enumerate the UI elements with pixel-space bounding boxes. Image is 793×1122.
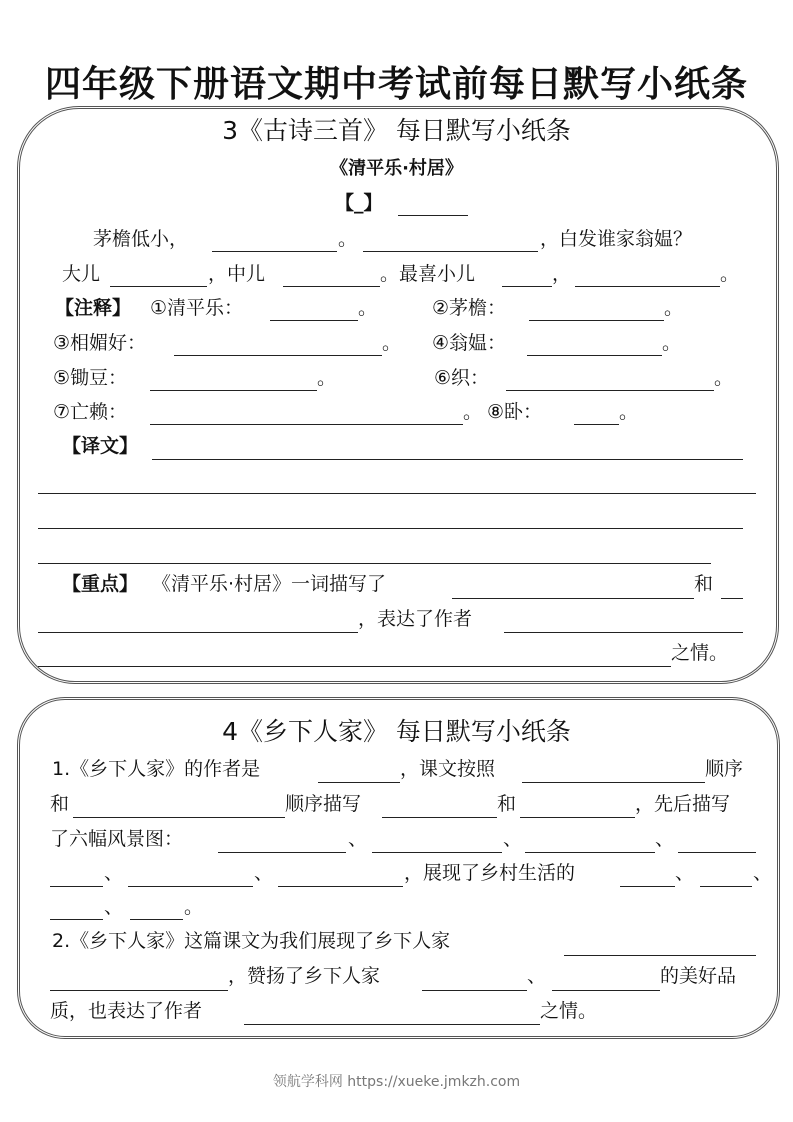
q2-blank[interactable] (50, 990, 228, 991)
lesson4-title: 4《乡下人家》 每日默写小纸条 (222, 717, 571, 746)
poem-blank[interactable] (575, 286, 720, 287)
poem-line2-b: ，中儿 (208, 263, 266, 285)
note-blank[interactable] (174, 355, 382, 356)
note-blank[interactable] (527, 355, 662, 356)
punct: 。 (317, 367, 337, 389)
translation-line[interactable] (38, 563, 711, 564)
sep: 、 (655, 828, 675, 850)
author-blank[interactable] (398, 215, 468, 216)
q1-blank[interactable] (318, 782, 400, 783)
punct: 。 (338, 228, 358, 250)
note-blank[interactable] (506, 390, 714, 391)
scene-blank[interactable] (50, 886, 103, 887)
scene-blank[interactable] (278, 886, 403, 887)
punct: 。 (664, 297, 684, 319)
scene-blank[interactable] (678, 852, 756, 853)
note-blank[interactable] (574, 424, 619, 425)
punct: 。 (358, 297, 378, 319)
q2-blank[interactable] (552, 990, 660, 991)
q1-blank[interactable] (382, 817, 497, 818)
q1-blank[interactable] (522, 782, 705, 783)
sep: 、 (503, 828, 523, 850)
q2-e: 之情。 (540, 1000, 598, 1022)
footer-watermark: 领航学科网 https://xueke.jmkzh.com (272, 1074, 521, 1090)
key-text-d: 之情。 (671, 642, 729, 664)
key-label: 【重点】 (62, 573, 139, 595)
q1-h: 了六幅风景图： (50, 828, 184, 850)
life-blank[interactable] (700, 886, 752, 887)
q2-c: 的美好品 (660, 965, 737, 987)
punct: 。 (382, 332, 402, 354)
punct: 。 (619, 401, 639, 423)
q2-b: ，赞扬了乡下人家 (228, 965, 381, 987)
note-blank[interactable] (270, 320, 358, 321)
note8: ⑧卧： (487, 401, 543, 423)
note7: ⑦亡赖： (53, 401, 128, 423)
sep: 、 (527, 965, 547, 987)
notes-label: 【注释】 (55, 297, 132, 319)
poem-blank[interactable] (502, 286, 552, 287)
sep: 、 (348, 828, 368, 850)
punct: 。 (714, 367, 734, 389)
key-text-c: ，表达了作者 (358, 608, 473, 630)
key-blank[interactable] (38, 632, 358, 633)
poem-blank[interactable] (363, 251, 538, 252)
poem-line2-a: 大儿 (62, 263, 101, 285)
punct: ， (552, 263, 572, 285)
life-blank[interactable] (130, 919, 183, 920)
q1-i: ，展现了乡村生活的 (404, 862, 576, 884)
note-blank[interactable] (150, 424, 463, 425)
q2-d: 质，也表达了作者 (50, 1000, 203, 1022)
translation-line[interactable] (38, 493, 756, 494)
author-bracket: 【_】 (335, 192, 383, 214)
key-text-b: 和 (694, 573, 714, 595)
sep: 、 (104, 896, 124, 918)
q1-g: ，先后描写 (635, 793, 731, 815)
scene-blank[interactable] (525, 852, 655, 853)
page-title: 四年级下册语文期中考试前每日默写小纸条 (44, 64, 748, 105)
key-text-a: 《清平乐·村居》一词描写了 (152, 573, 387, 595)
key-blank[interactable] (721, 598, 743, 599)
scene-blank[interactable] (128, 886, 253, 887)
poem-blank[interactable] (283, 286, 380, 287)
lesson3-title: 3《古诗三首》 每日默写小纸条 (222, 116, 571, 145)
q1-c: 顺序 (705, 758, 744, 780)
q2-blank[interactable] (564, 955, 756, 956)
q2-blank[interactable] (422, 990, 527, 991)
punct: 。 (662, 332, 682, 354)
q1-e: 顺序描写 (285, 793, 362, 815)
poem-line1-c: ，白发谁家翁媪？ (540, 228, 693, 250)
translation-label: 【译文】 (62, 435, 139, 457)
note3: ③相媚好： (53, 332, 147, 354)
note6: ⑥织： (434, 367, 490, 389)
q1-d: 和 (50, 793, 70, 815)
note-blank[interactable] (150, 390, 317, 391)
poem-blank[interactable] (110, 286, 207, 287)
poem-line1-a: 茅檐低小， (93, 228, 189, 250)
key-blank[interactable] (38, 666, 671, 667)
sep: 、 (104, 862, 124, 884)
note4: ④翁媪： (432, 332, 507, 354)
q1-b: ，课文按照 (400, 758, 496, 780)
q1-a: 1.《乡下人家》的作者是 (52, 758, 261, 780)
sep: 、 (753, 862, 773, 884)
sep: 、 (254, 862, 274, 884)
scene-blank[interactable] (218, 852, 346, 853)
punct: 。 (463, 401, 483, 423)
poem-title: 《清平乐·村居》 (330, 158, 463, 179)
q1-f: 和 (497, 793, 517, 815)
note1: ①清平乐： (150, 297, 244, 319)
note-blank[interactable] (529, 320, 664, 321)
scene-blank[interactable] (372, 852, 502, 853)
q2-blank[interactable] (244, 1024, 540, 1025)
key-blank[interactable] (504, 632, 743, 633)
life-blank[interactable] (50, 919, 103, 920)
sep: 、 (675, 862, 695, 884)
life-blank[interactable] (620, 886, 675, 887)
q1-blank[interactable] (520, 817, 635, 818)
translation-line[interactable] (38, 528, 743, 529)
key-blank[interactable] (452, 598, 694, 599)
note2: ②茅檐： (432, 297, 507, 319)
note5: ⑤锄豆： (53, 367, 128, 389)
punct: 。 (184, 896, 204, 918)
punct: 。 (720, 263, 740, 285)
q1-blank[interactable] (73, 817, 285, 818)
poem-blank[interactable] (212, 251, 337, 252)
translation-line[interactable] (152, 459, 743, 460)
poem-line2-c: 。最喜小儿 (380, 263, 476, 285)
q2-a: 2.《乡下人家》这篇课文为我们展现了乡下人家 (52, 930, 451, 952)
